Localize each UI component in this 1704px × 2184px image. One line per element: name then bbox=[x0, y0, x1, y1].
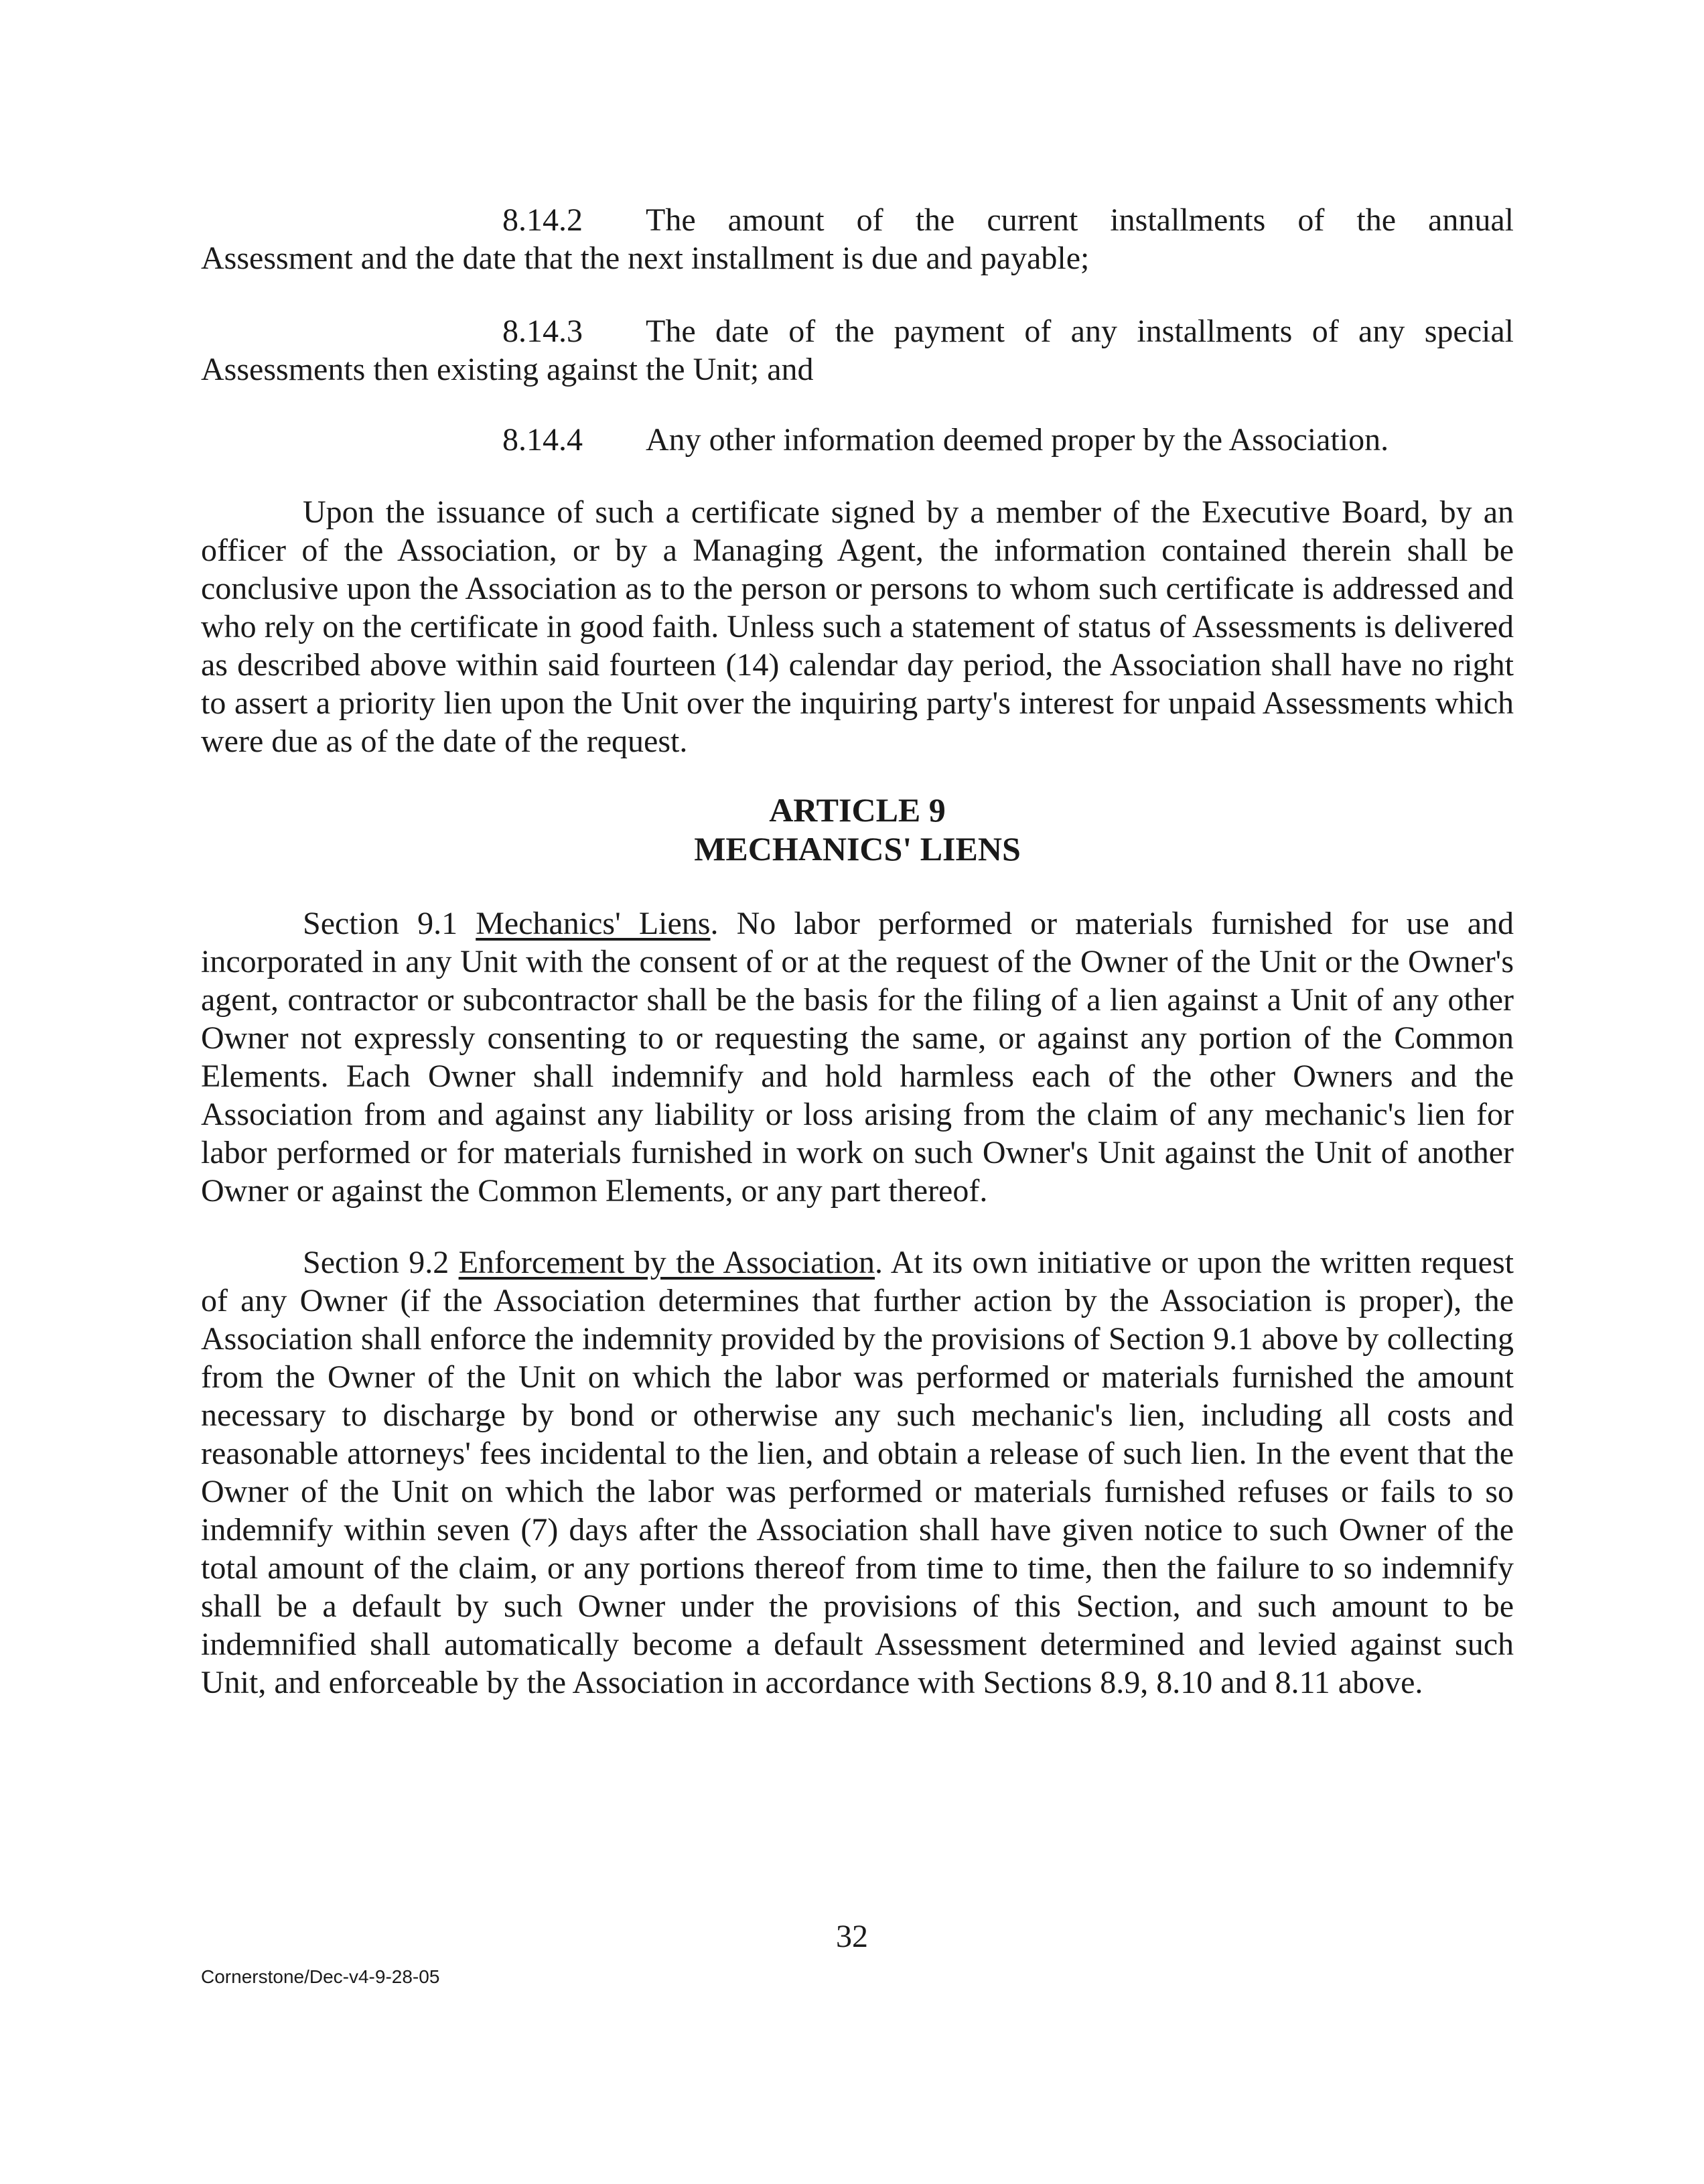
article-number: ARTICLE 9 bbox=[769, 791, 946, 829]
article-title: MECHANICS' LIENS bbox=[694, 830, 1021, 868]
section-heading: Mechanics' Liens bbox=[476, 906, 711, 941]
subsection-text-rest: Assessments then existing against the Unit; and bbox=[201, 352, 814, 387]
subsection-8-14-2 bbox=[201, 201, 1514, 277]
subsection-8-14-4 bbox=[201, 421, 1514, 459]
subsection-number: 8.14.4 bbox=[502, 422, 583, 458]
page-number: 32 bbox=[836, 1919, 868, 1954]
section-9-2 bbox=[201, 1243, 1514, 1702]
subsection-number: 8.14.2 bbox=[502, 202, 583, 238]
certificate-paragraph: Upon the issuance of such a certificate signed by a member of the Executive Board, by an officer of the Association, or by a Managing Agent, the information contained therein shall be conclusive upon the Association as to the person or persons to whom such certificate is addressed and who rely on the certificate in good faith. Unless such a statement of status of Assessments is delivered as described above within said fourteen (14) calendar day period, the Association shall have no right to assert a priority lien upon the Unit over the inquiring party's interest for unpaid Assessments which were due as of the date of the request. bbox=[201, 494, 1514, 759]
document-footer: Cornerstone/Dec-v4-9-28-05 bbox=[201, 1966, 440, 1987]
section-9-1 bbox=[201, 904, 1514, 1210]
subsection-number: 8.14.3 bbox=[502, 314, 583, 349]
subsection-8-14-3 bbox=[201, 312, 1514, 389]
subsection-text-rest: Assessment and the date that the next installment is due and payable; bbox=[201, 241, 1090, 276]
subsection-text-first-line: Any other information deemed proper by the Association. bbox=[646, 422, 1389, 458]
subsection-text-first-line: The amount of the current installments of the annual bbox=[646, 202, 1514, 238]
section-heading: Enforcement by the Association bbox=[458, 1245, 875, 1280]
section-body: . At its own initiative or upon the written request of any Owner (if the Association determines that further action by the Association is proper), the Association shall enforce the indemnity provided by the provisions of Section 9.1 above by collecting from the Owner of the Unit on which the labor was performed or materials furnished the amount necessary to discharge by bond or otherwise any such mechanic's lien, including all costs and reasonable attorneys' fees incidental to the lien, and obtain a release of such lien. In the event that the Owner of the Unit on which the labor was performed or materials furnished refuses or fails to so indemnify within seven (7) days after the Association shall have given notice to such Owner of the total amount of the claim, or any portions thereof from time to time, then the failure to so indemnify shall be a default by such Owner under the provisions of this Section, and such amount to be indemnified shall automatically become a default Assessment determined and levied against such Unit, and enforceable by the Association in accordance with Sections 8.9, 8.10 and 8.11 above. bbox=[201, 1245, 1514, 1700]
section-label: Section 9.2 bbox=[303, 1245, 449, 1280]
section-label: Section 9.1 bbox=[303, 906, 458, 941]
subsection-text-first-line: The date of the payment of any installments of any special bbox=[646, 314, 1514, 349]
section-body: . No labor performed or materials furnished for use and incorporated in any Unit with the consent of or at the request of the Owner of the Unit or the Owner's agent, contractor or subcontractor shall be the basis for the filing of a lien against a Unit of any other Owner not expressly consenting to or requesting the same, or against any portion of the Common Elements. Each Owner shall indemnify and hold harmless each of the other Owners and the Association from and against any liability or loss arising from the claim of any mechanic's lien for labor performed or for materials furnished in work on such Owner's Unit against the Unit of another Owner or against the Common Elements, or any part thereof. bbox=[201, 906, 1514, 1209]
